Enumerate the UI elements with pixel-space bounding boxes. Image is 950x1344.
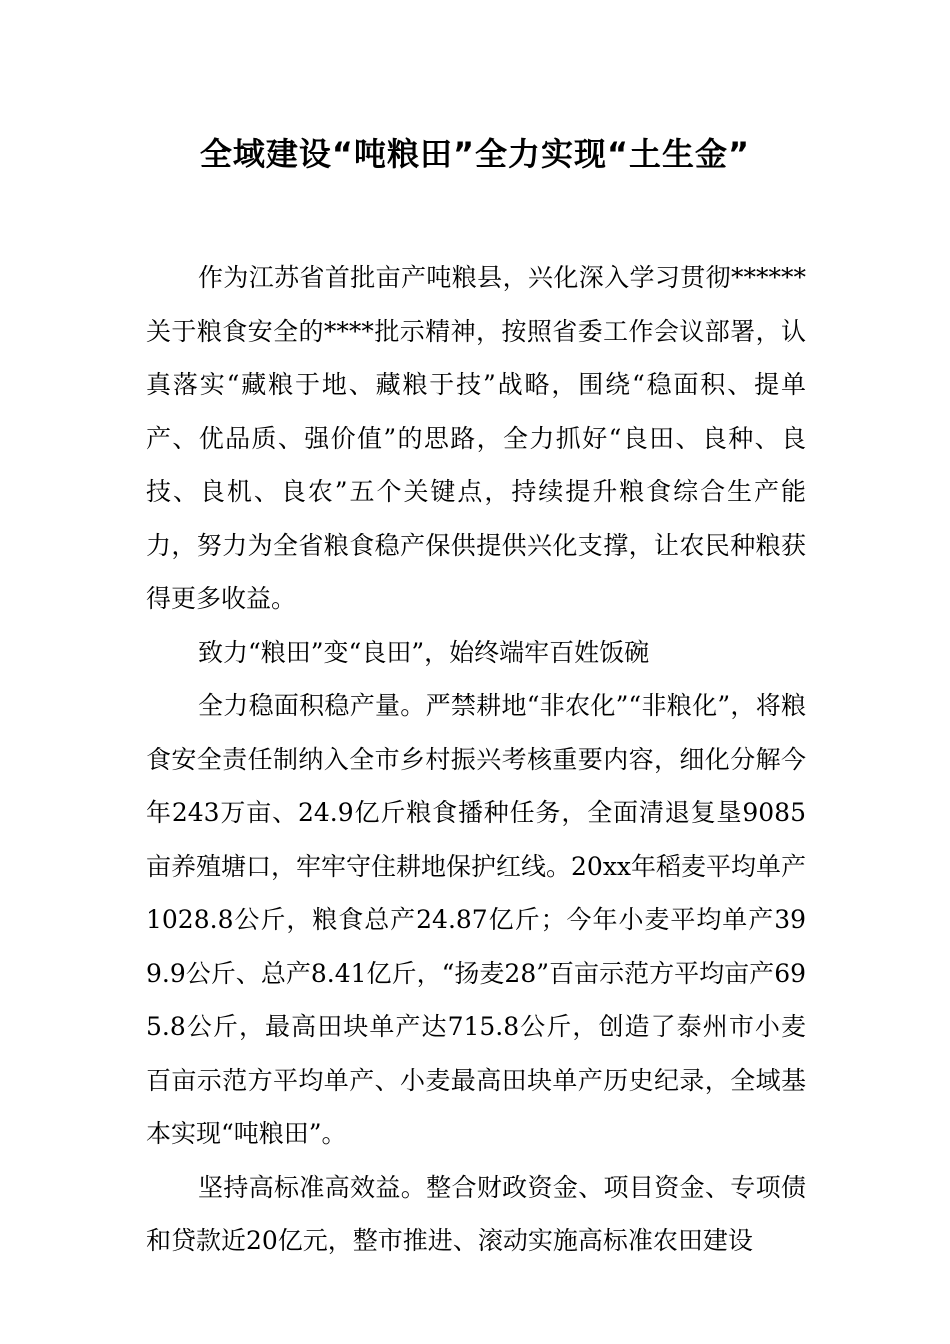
paragraph-high-standard: 坚持高标准高效益。整合财政资金、项目资金、专项债和贷款近20亿元，整市推进、滚动实施高标准农田建设	[146, 1172, 806, 1255]
document-title: 全域建设“吨粮田”全力实现“土生金”	[199, 135, 751, 173]
paragraph-area-yield: 全力稳面积稳产量。严禁耕地“非农化”“非粮化”，将粮食安全责任制纳入全市乡村振兴考核重要内容，细化分解今年243万亩、24.9亿斤粮食播种任务，全面清退复垦9085亩养殖塘口，牢牢守住耕地保护红线。20xx年稻麦平均单产1028.8公斤，粮食总产24.87亿斤；今年小麦平均单产399.9公斤、总产8.41亿斤，“扬麦28”百亩示范方平均亩产695.8公斤，最高田块单产达715.8公斤，创造了泰州市小麦百亩示范方平均单产、小麦最高田块单产历史纪录，全域基本实现“吨粮田”。	[146, 691, 807, 1148]
section-heading: 致力“粮田”变“良田”，始终端牢百姓饭碗	[198, 637, 650, 667]
document-body	[146, 251, 806, 1268]
paragraph-intro: 作为江苏省首批亩产吨粮县，兴化深入学习贯彻******关于粮食安全的****批示精神，按照省委工作会议部署，认真落实“藏粮于地、藏粮于技”战略，围绕“稳面积、提单产、优品质、强价值”的思路，全力抓好“良田、良种、良技、良机、良农”五个关键点，持续提升粮食综合生产能力，努力为全省粮食稳产保供提供兴化支撑，让农民种粮获得更多收益。	[146, 263, 806, 613]
